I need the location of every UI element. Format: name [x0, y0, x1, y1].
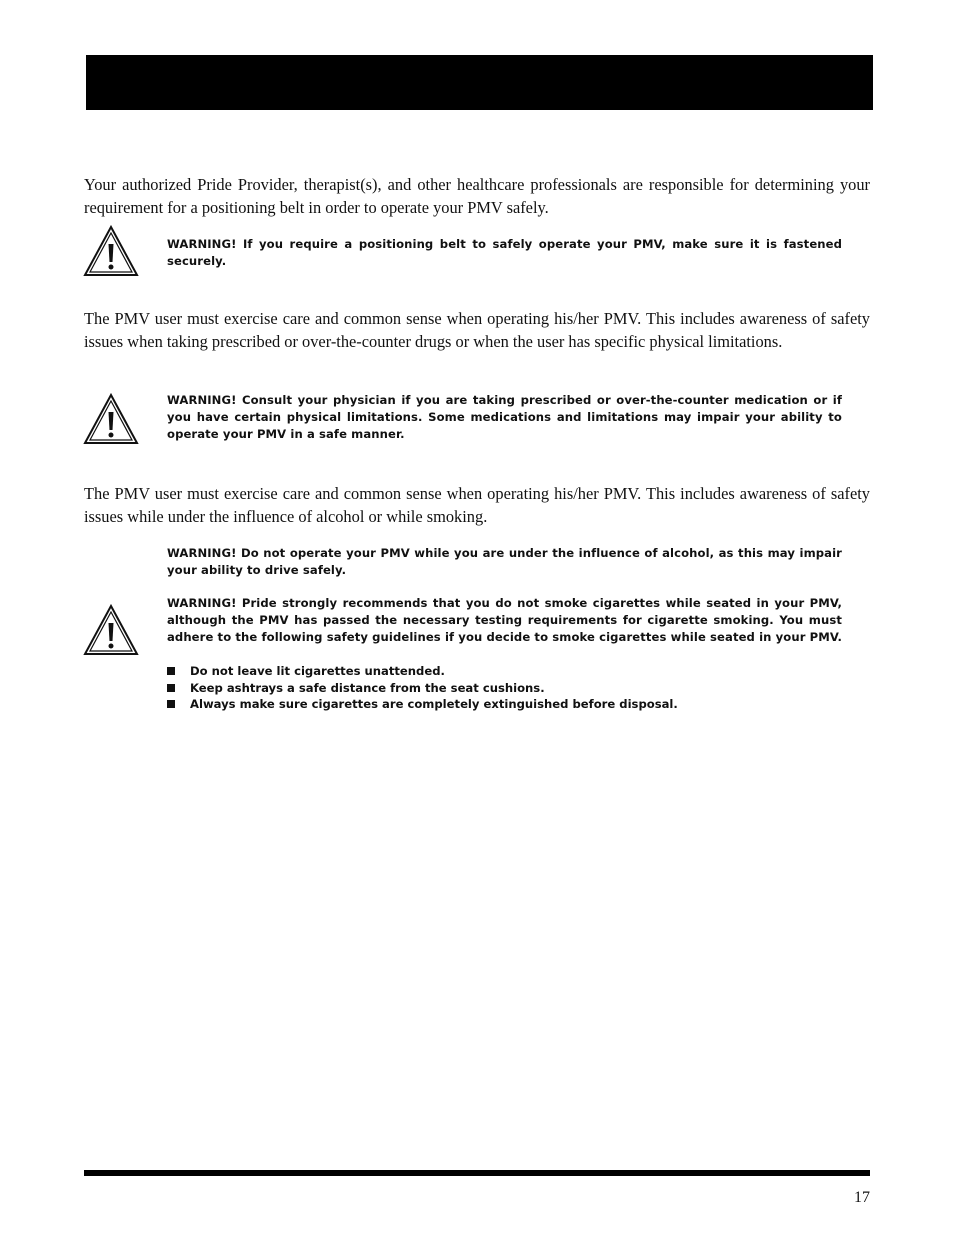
list-item: Do not leave lit cigarettes unattended.: [167, 663, 847, 680]
footer-rule: [84, 1170, 870, 1176]
warning-triangle-icon: [82, 224, 140, 278]
warning-triangle-icon: [82, 392, 140, 446]
bullet-square-icon: [167, 667, 175, 675]
positioning-belt-paragraph: Your authorized Pride Provider, therapist(s), and other healthcare professionals are responsible for determining your requirement for a positioning belt in order to operate your PMV safely.: [84, 175, 870, 217]
alcohol-smoking-paragraph: The PMV user must exercise care and common sense when operating his/her PMV. This includes awareness of safety issues while under the influence of alcohol or while smoking.: [84, 484, 870, 526]
medication-warning: WARNING! Consult your physician if you are taking prescribed or over-the-counter medication or if you have certain physical limitations. Some medications and limitations may impair your ability to operate your PMV in a safe manner.: [167, 393, 842, 441]
warning-triangle-icon: [82, 603, 140, 657]
page-number: 17: [854, 1189, 870, 1206]
list-item: Always make sure cigarettes are completely extinguished before disposal.: [167, 696, 847, 713]
positioning-belt-warning: WARNING! If you require a positioning belt to safely operate your PMV, make sure it is fastened securely.: [167, 237, 842, 268]
section-header-bar: [86, 55, 873, 110]
alcohol-warning: WARNING! Do not operate your PMV while you are under the influence of alcohol, as this may impair your ability to drive safely.: [167, 546, 842, 577]
list-item: Keep ashtrays a safe distance from the seat cushions.: [167, 680, 847, 697]
smoking-guidelines-list: [167, 663, 847, 713]
bullet-square-icon: [167, 700, 175, 708]
smoking-warning: WARNING! Pride strongly recommends that you do not smoke cigarettes while seated in your PMV, although the PMV has passed the necessary testing requirements for cigarette smoking. You must adhere to the following safety guidelines if you decide to smoke cigarettes while seated in your PMV.: [167, 596, 842, 644]
bullet-square-icon: [167, 684, 175, 692]
drugs-paragraph: The PMV user must exercise care and common sense when operating his/her PMV. This includes awareness of safety issues when taking prescribed or over-the-counter drugs or when the user has specific physical limitations.: [84, 309, 870, 351]
